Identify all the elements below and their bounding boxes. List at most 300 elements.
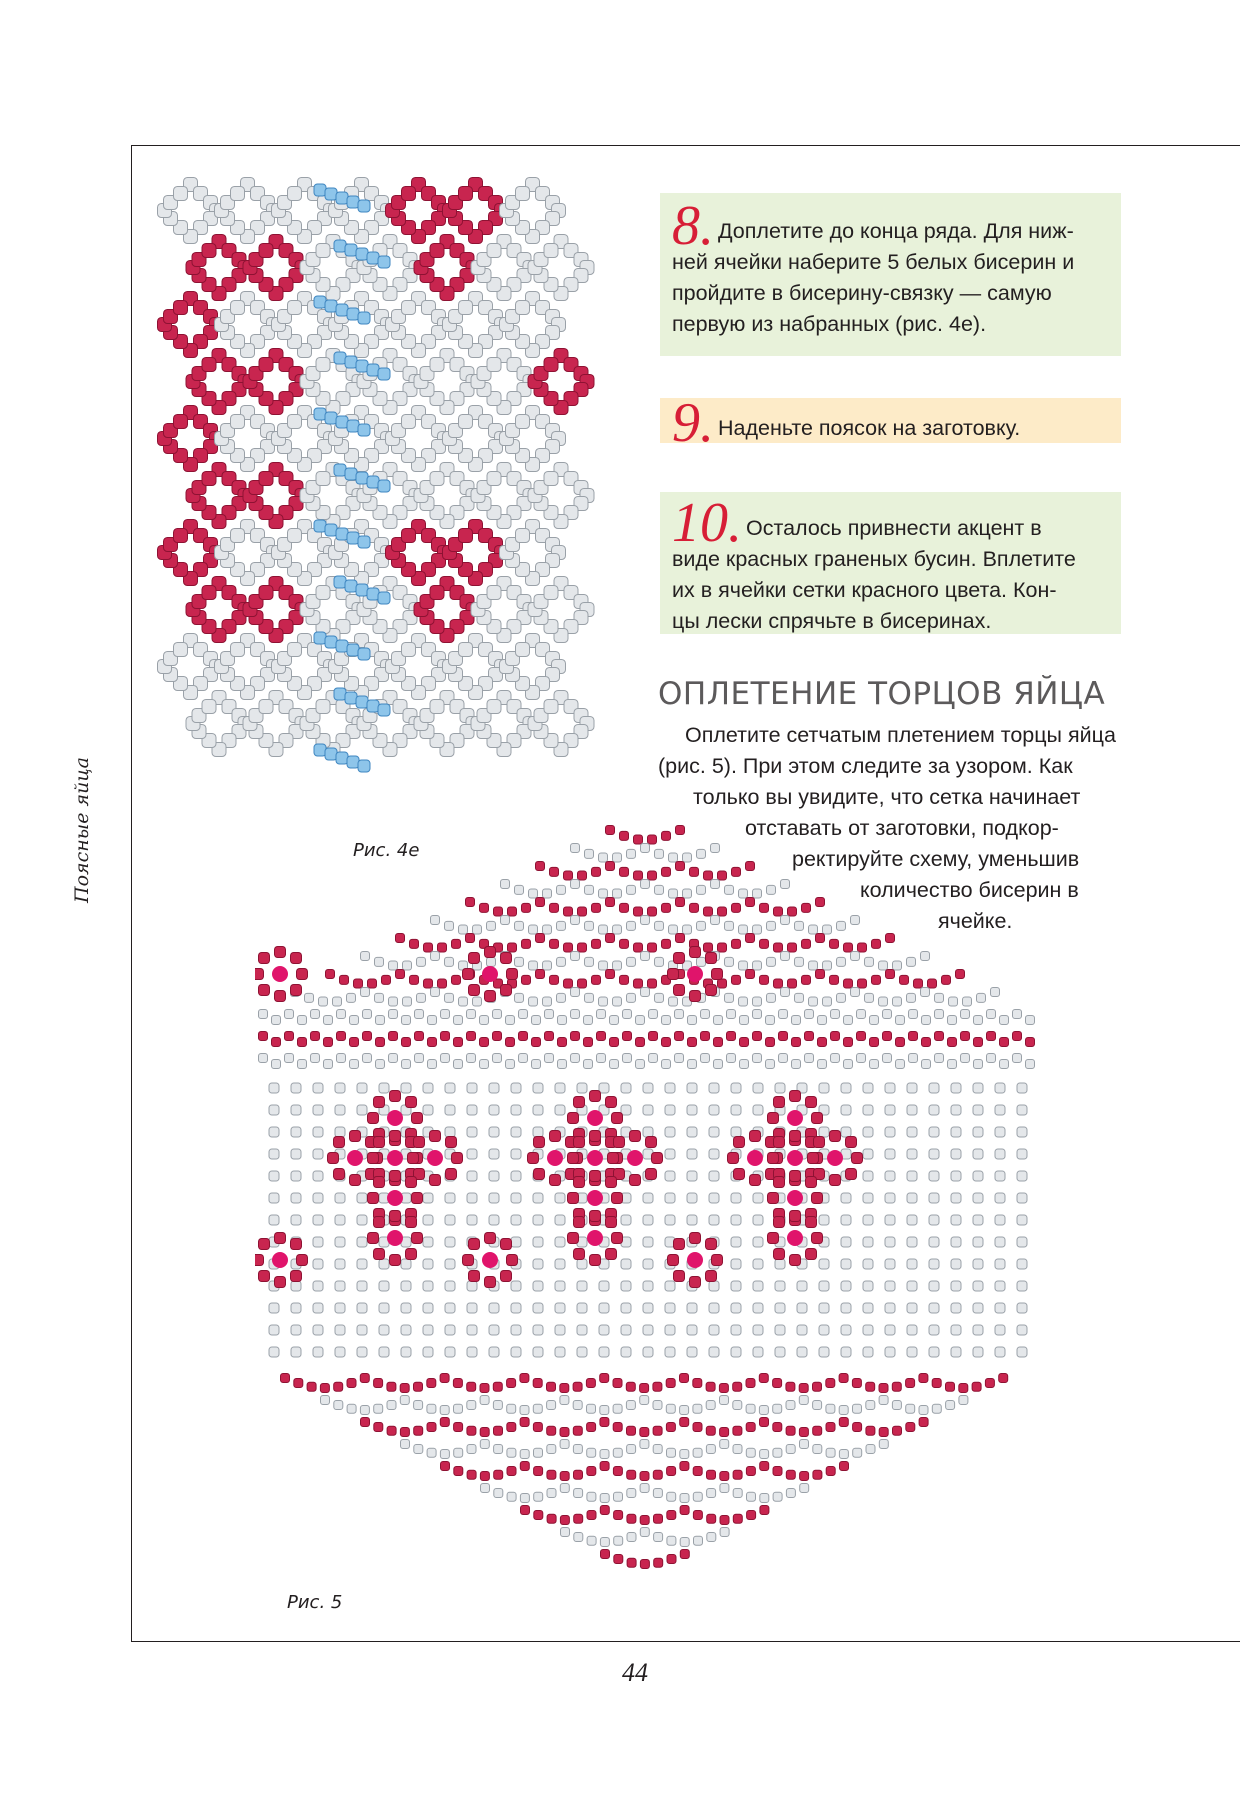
net-bead: [613, 997, 622, 1006]
band-bead: [389, 1054, 398, 1063]
net-bead: [951, 1105, 961, 1115]
net-bead: [921, 952, 930, 961]
net-bead: [711, 844, 720, 853]
net-bead: [320, 1384, 329, 1393]
net-bead: [291, 1303, 301, 1313]
net-bead: [305, 993, 314, 1002]
band-bead: [896, 1016, 905, 1025]
red-motif-bead: [446, 1137, 457, 1148]
net-bead: [697, 885, 706, 894]
net-bead: [733, 1426, 742, 1435]
blue-bead: [334, 464, 346, 476]
net-bead: [1017, 1281, 1027, 1291]
net-bead: [1017, 1193, 1027, 1203]
red-motif-bead: [790, 1091, 801, 1102]
paragraph-line: ректируйте схему, уменьшив: [792, 847, 1080, 871]
net-bead: [560, 1440, 569, 1449]
net-bead: [907, 1237, 917, 1247]
net-bead: [648, 871, 657, 880]
net-bead: [693, 1467, 702, 1476]
net-bead: [489, 1347, 499, 1357]
net-bead: [389, 961, 398, 970]
net-bead: [467, 1083, 477, 1093]
red-motif-bead: [608, 1153, 619, 1164]
net-bead: [819, 1347, 829, 1357]
net-bead: [640, 1472, 649, 1481]
band-bead: [558, 1016, 567, 1025]
net-bead: [709, 1215, 719, 1225]
net-bead: [423, 1193, 433, 1203]
net-bead: [837, 921, 846, 930]
net-bead: [410, 975, 419, 984]
net-bead: [687, 1193, 697, 1203]
band-bead: [493, 1032, 502, 1041]
red-motif-bead: [297, 1255, 308, 1266]
band-bead: [415, 1054, 424, 1063]
net-bead: [665, 1347, 675, 1357]
red-bead: [202, 586, 216, 600]
band-bead: [402, 1038, 411, 1047]
net-bead: [334, 1401, 343, 1410]
net-bead: [951, 1259, 961, 1269]
band-bead: [363, 1054, 372, 1063]
band-bead: [467, 1010, 476, 1019]
red-bead: [259, 586, 273, 600]
net-bead: [760, 939, 769, 948]
net-bead: [357, 1215, 367, 1225]
net-bead: [614, 1511, 623, 1520]
net-bead: [1017, 1303, 1027, 1313]
band-bead: [922, 1016, 931, 1025]
net-bead: [423, 1083, 433, 1093]
net-bead: [746, 1379, 755, 1388]
red-motif-bead: [406, 1177, 417, 1188]
net-bead: [823, 997, 832, 1006]
net-bead: [627, 1426, 636, 1435]
net-bead: [995, 1325, 1005, 1335]
red-motif-bead: [350, 1175, 361, 1186]
net-bead: [550, 939, 559, 948]
net-bead: [655, 957, 664, 966]
net-bead: [1017, 1149, 1027, 1159]
band-bead: [610, 1038, 619, 1047]
net-bead: [907, 993, 916, 1002]
net-bead: [826, 1404, 835, 1413]
band-bead: [987, 1032, 996, 1041]
net-bead: [291, 1193, 301, 1203]
band-bead: [428, 1038, 437, 1047]
net-bead: [863, 1083, 873, 1093]
red-motif-bead: [334, 1169, 345, 1180]
net-bead: [680, 1538, 689, 1547]
band-bead: [636, 1060, 645, 1069]
red-motif-bead: [830, 1131, 841, 1142]
net-bead: [774, 979, 783, 988]
net-bead: [786, 1445, 795, 1454]
red-bead: [174, 529, 188, 543]
net-bead: [357, 1105, 367, 1115]
net-bead: [707, 1514, 716, 1523]
blue-bead: [336, 416, 348, 428]
net-bead: [423, 1259, 433, 1269]
white-bead: [316, 244, 330, 258]
net-bead: [775, 1303, 785, 1313]
net-bead: [640, 1560, 649, 1569]
accent-bead: [587, 1150, 603, 1166]
net-bead: [620, 939, 629, 948]
band-bead: [571, 1054, 580, 1063]
net-bead: [400, 1428, 409, 1437]
net-bead: [313, 1149, 323, 1159]
net-bead: [368, 979, 377, 988]
net-bead: [533, 1083, 543, 1093]
accent-bead: [787, 1190, 803, 1206]
net-bead: [720, 1484, 729, 1493]
net-bead: [879, 1428, 888, 1437]
net-bead: [357, 1347, 367, 1357]
net-bead: [667, 1492, 676, 1501]
band-bead: [857, 1032, 866, 1041]
net-bead: [753, 1303, 763, 1313]
blue-bead: [334, 576, 346, 588]
net-bead: [753, 997, 762, 1006]
net-bead: [294, 1379, 303, 1388]
accent-bead: [387, 1190, 403, 1206]
blue-bead: [367, 476, 379, 488]
net-bead: [885, 1347, 895, 1357]
red-motif-bead: [259, 1271, 270, 1282]
net-bead: [709, 1193, 719, 1203]
net-bead: [921, 988, 930, 997]
net-bead: [599, 997, 608, 1006]
band-bead: [623, 1032, 632, 1041]
net-bead: [733, 1445, 742, 1454]
band-bead: [272, 1038, 281, 1047]
net-bead: [813, 1470, 822, 1479]
red-motif-bead: [846, 1169, 857, 1180]
net-bead: [753, 1193, 763, 1203]
net-bead: [489, 1171, 499, 1181]
net-bead: [648, 979, 657, 988]
red-motif-bead: [259, 985, 270, 996]
net-bead: [706, 1401, 715, 1410]
net-bead: [731, 1127, 741, 1137]
red-motif-bead: [768, 1153, 779, 1164]
net-bead: [467, 1426, 476, 1435]
band-bead: [675, 1010, 684, 1019]
red-motif-bead: [446, 1169, 457, 1180]
net-bead: [480, 1396, 489, 1405]
net-bead: [489, 1325, 499, 1335]
step-number: 9.: [672, 392, 714, 454]
figure-5-caption: Рис. 5: [287, 1592, 343, 1613]
band-bead: [558, 1038, 567, 1047]
net-bead: [951, 1083, 961, 1093]
red-motif-bead: [690, 947, 701, 958]
white-bead: [231, 415, 245, 429]
band-bead: [948, 1060, 957, 1069]
net-bead: [571, 952, 580, 961]
red-motif-bead: [297, 969, 308, 980]
red-motif-bead: [852, 1153, 863, 1164]
red-motif-bead: [734, 1169, 745, 1180]
net-bead: [907, 1149, 917, 1159]
net-bead: [879, 1440, 888, 1449]
red-motif-bead: [259, 953, 270, 964]
net-bead: [585, 885, 594, 894]
red-motif-bead: [368, 1153, 379, 1164]
blue-bead: [356, 360, 368, 372]
accent-bead: [387, 1150, 403, 1166]
net-bead: [863, 1303, 873, 1313]
net-bead: [357, 1083, 367, 1093]
net-bead: [291, 1325, 301, 1335]
band-bead: [662, 1060, 671, 1069]
net-bead: [687, 1303, 697, 1313]
blue-bead: [358, 200, 370, 212]
band-bead: [974, 1060, 983, 1069]
net-bead: [585, 849, 594, 858]
net-bead: [379, 1083, 389, 1093]
net-bead: [720, 1516, 729, 1525]
red-motif-bead: [368, 1193, 379, 1204]
net-bead: [511, 1171, 521, 1181]
net-bead: [733, 1401, 742, 1410]
net-bead: [613, 1404, 622, 1413]
net-bead: [767, 993, 776, 1002]
net-bead: [533, 1347, 543, 1357]
net-bead: [946, 1382, 955, 1391]
white-bead: [544, 244, 558, 258]
red-motif-bead: [275, 1277, 286, 1288]
accent-bead: [347, 1150, 363, 1166]
net-bead: [863, 1325, 873, 1335]
net-bead: [574, 1533, 583, 1542]
net-bead: [653, 1470, 662, 1479]
net-bead: [529, 961, 538, 970]
net-bead: [707, 1470, 716, 1479]
net-bead: [401, 1440, 410, 1449]
blue-bead: [314, 632, 326, 644]
net-bead: [841, 1347, 851, 1357]
net-bead: [489, 1149, 499, 1159]
net-bead: [424, 979, 433, 988]
band-bead: [779, 1010, 788, 1019]
band-bead: [688, 1038, 697, 1047]
net-bead: [973, 1325, 983, 1335]
net-bead: [396, 970, 405, 979]
net-bead: [403, 997, 412, 1006]
net-bead: [643, 1303, 653, 1313]
red-motif-bead: [812, 1113, 823, 1124]
net-bead: [907, 1215, 917, 1225]
net-bead: [555, 1281, 565, 1291]
net-bead: [313, 1171, 323, 1181]
net-bead: [533, 1105, 543, 1115]
net-bead: [863, 1193, 873, 1203]
net-bead: [885, 1127, 895, 1137]
net-bead: [440, 1406, 449, 1415]
net-bead: [973, 1347, 983, 1357]
red-motif-bead: [390, 1171, 401, 1182]
band-bead: [441, 1054, 450, 1063]
net-bead: [995, 1237, 1005, 1247]
net-bead: [423, 1325, 433, 1335]
net-bead: [547, 1514, 556, 1523]
net-bead: [665, 1083, 675, 1093]
net-bead: [423, 1281, 433, 1291]
net-bead: [291, 1105, 301, 1115]
net-bead: [613, 1379, 622, 1388]
net-bead: [578, 979, 587, 988]
net-bead: [687, 1325, 697, 1335]
red-motif-bead: [590, 1091, 601, 1102]
band-bead: [1013, 1010, 1022, 1019]
blue-bead: [334, 352, 346, 364]
net-bead: [494, 1470, 503, 1479]
red-motif-bead: [646, 1137, 657, 1148]
net-bead: [680, 1418, 689, 1427]
net-bead: [587, 1423, 596, 1432]
red-motif-bead: [374, 1097, 385, 1108]
net-bead: [753, 1259, 763, 1269]
net-bead: [291, 1149, 301, 1159]
net-bead: [995, 1127, 1005, 1137]
net-bead: [885, 1215, 895, 1225]
red-bead: [402, 529, 416, 543]
paragraph-line: количество бисерин в: [860, 878, 1079, 902]
net-bead: [648, 835, 657, 844]
red-bead: [430, 244, 444, 258]
figure-4e-bead-net: [150, 170, 620, 800]
net-bead: [606, 970, 615, 979]
red-motif-bead: [408, 1153, 419, 1164]
net-bead: [893, 997, 902, 1006]
net-bead: [731, 1303, 741, 1313]
band-bead: [324, 1060, 333, 1069]
net-bead: [907, 1171, 917, 1181]
accent-bead: [587, 1230, 603, 1246]
net-bead: [313, 1303, 323, 1313]
band-bead: [506, 1038, 515, 1047]
white-bead: [516, 529, 530, 543]
net-bead: [627, 885, 636, 894]
net-bead: [919, 1418, 928, 1427]
net-bead: [653, 1445, 662, 1454]
net-bead: [347, 1379, 356, 1388]
net-bead: [379, 1303, 389, 1313]
net-bead: [879, 997, 888, 1006]
band-bead: [935, 1054, 944, 1063]
net-bead: [973, 1193, 983, 1203]
net-bead: [709, 1127, 719, 1137]
band-bead: [766, 1060, 775, 1069]
band-bead: [623, 1010, 632, 1019]
net-bead: [892, 1382, 901, 1391]
net-bead: [577, 1259, 587, 1269]
net-bead: [592, 903, 601, 912]
band-bead: [454, 1016, 463, 1025]
band-bead: [402, 1060, 411, 1069]
band-bead: [1000, 1016, 1009, 1025]
red-motif-bead: [255, 969, 264, 980]
net-bead: [641, 844, 650, 853]
net-bead: [291, 1215, 301, 1225]
net-bead: [844, 943, 853, 952]
net-bead: [555, 1105, 565, 1115]
red-motif-bead: [674, 1239, 685, 1250]
net-bead: [839, 1374, 848, 1383]
accent-bead: [482, 966, 498, 982]
net-bead: [709, 1083, 719, 1093]
net-bead: [973, 1127, 983, 1137]
net-bead: [438, 979, 447, 988]
band-bead: [311, 1010, 320, 1019]
step-text-line: Доплетите до конца ряда. Для ниж-: [718, 219, 1074, 243]
net-bead: [326, 970, 335, 979]
red-motif-bead: [768, 1113, 779, 1124]
net-bead: [858, 979, 867, 988]
band-bead: [818, 1038, 827, 1047]
net-bead: [711, 916, 720, 925]
band-bead: [987, 1054, 996, 1063]
net-bead: [454, 1467, 463, 1476]
net-bead: [866, 1426, 875, 1435]
red-bead: [402, 187, 416, 201]
net-bead: [907, 1083, 917, 1093]
net-bead: [786, 1489, 795, 1498]
band-bead: [571, 1010, 580, 1019]
white-bead: [259, 700, 273, 714]
net-bead: [773, 1423, 782, 1432]
blue-bead: [378, 368, 390, 380]
net-bead: [534, 1448, 543, 1457]
blue-bead: [347, 420, 359, 432]
net-bead: [445, 921, 454, 930]
accent-bead: [787, 1110, 803, 1126]
band-bead: [311, 1032, 320, 1041]
net-bead: [560, 1396, 569, 1405]
net-bead: [781, 916, 790, 925]
red-motif-bead: [774, 1249, 785, 1260]
net-bead: [879, 961, 888, 970]
band-bead: [948, 1016, 957, 1025]
net-bead: [454, 1423, 463, 1432]
net-bead: [627, 1489, 636, 1498]
net-bead: [1017, 1105, 1027, 1115]
net-bead: [374, 1404, 383, 1413]
red-motif-bead: [674, 953, 685, 964]
white-bead: [288, 187, 302, 201]
net-bead: [687, 1215, 697, 1225]
net-bead: [379, 1325, 389, 1335]
net-bead: [614, 1555, 623, 1564]
red-motif-bead: [406, 1249, 417, 1260]
net-bead: [648, 943, 657, 952]
red-motif-bead: [790, 1171, 801, 1182]
net-bead: [773, 1467, 782, 1476]
net-bead: [620, 903, 629, 912]
net-bead: [800, 1484, 809, 1493]
net-bead: [643, 1105, 653, 1115]
band-bead: [701, 1032, 710, 1041]
net-bead: [643, 1347, 653, 1357]
red-motif-bead: [690, 991, 701, 1002]
net-bead: [643, 1281, 653, 1291]
net-bead: [841, 1127, 851, 1137]
net-bead: [640, 1516, 649, 1525]
net-bead: [547, 1489, 556, 1498]
